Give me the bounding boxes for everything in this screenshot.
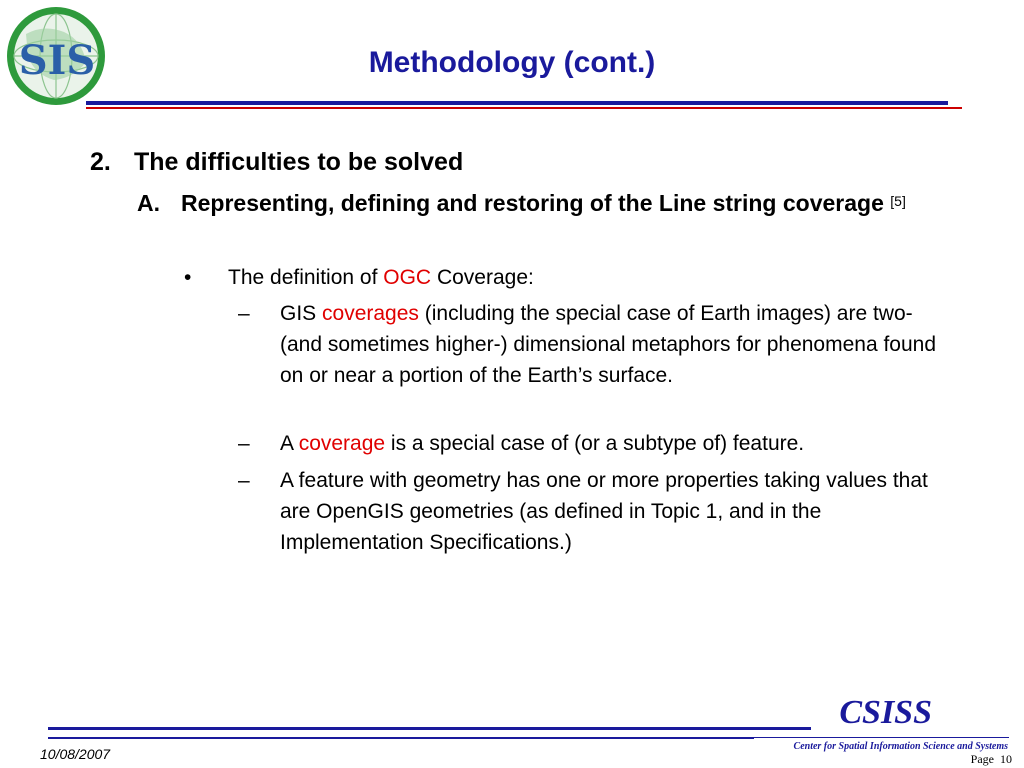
citation: [5]	[890, 193, 906, 209]
page-indicator	[971, 752, 1012, 767]
bullet-highlight: OGC	[383, 266, 432, 289]
subheading-text: Representing, defining and restoring of the Line string coverage	[181, 190, 884, 216]
bullet-text	[228, 262, 534, 293]
footer-rule-right	[754, 737, 1009, 738]
page-label: Page	[970, 752, 994, 766]
sub-bullet-suffix: is a special case of (or a subtype of) feature.	[385, 432, 805, 455]
bullet-marker: •	[184, 266, 192, 289]
footer-rule-blue-bottom	[48, 737, 754, 739]
sub-bullet-text	[280, 465, 960, 558]
bullet-prefix: The definition of	[228, 266, 384, 289]
heading-number: 2.	[90, 148, 111, 176]
sub-bullet-prefix: A feature with geometry has one or more properties taking values that are OpenGIS geometries (as defined in Topic 1, and in the Implementation Specifications.)	[280, 469, 928, 554]
heading-text: The difficulties to be solved	[134, 148, 464, 176]
header-rule-red	[86, 107, 962, 109]
subheading-text-block	[181, 188, 941, 219]
page-number: 10	[1000, 752, 1012, 766]
dash-marker: –	[238, 469, 250, 492]
sub-bullet-text	[280, 428, 960, 459]
dash-marker: –	[238, 302, 250, 325]
logo-text: SIS	[18, 37, 96, 84]
sub-bullet-suffix: (including the special case of Earth images) are two- (and sometimes higher-) dimensional metaphors for phenomena found on or near a portion of the Earth’s surface.	[280, 302, 937, 387]
dash-marker: –	[238, 432, 250, 455]
footer-rule-blue-top	[48, 727, 811, 730]
sub-bullet-prefix: A	[280, 432, 299, 455]
footer-date: 10/08/2007	[40, 746, 111, 762]
bullet-suffix: Coverage:	[431, 266, 534, 289]
csiss-brand: CSISS	[839, 694, 932, 731]
subheading-letter: A.	[137, 190, 160, 216]
sub-bullet-text	[280, 298, 960, 391]
center-name: Center for Spatial Information Science and Systems	[793, 741, 1008, 752]
sub-bullet-highlight: coverages	[322, 302, 419, 325]
header-rule-blue	[86, 101, 948, 105]
sub-bullet-prefix: GIS	[280, 302, 323, 325]
sub-bullet-highlight: coverage	[298, 432, 386, 455]
slide-title: Methodology (cont.)	[368, 46, 656, 79]
